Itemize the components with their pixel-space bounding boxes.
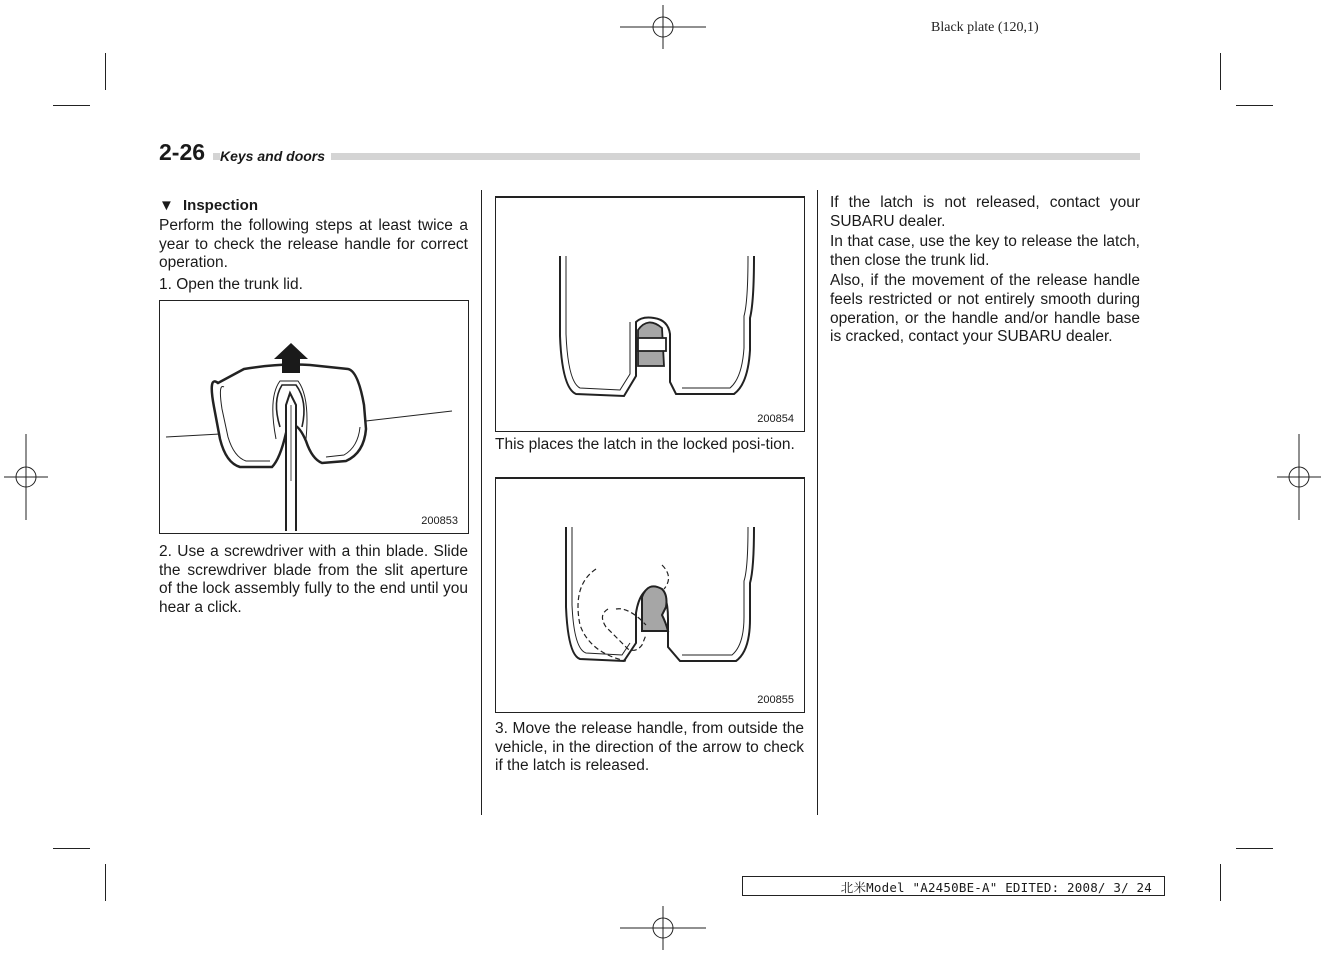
heading-text: Inspection <box>183 197 259 214</box>
figure-latch-released <box>495 477 805 713</box>
step-1: 1. Open the trunk lid. <box>159 275 303 293</box>
step-3: 3. Move the release handle, from outside the vehicle, in the direction of the arrow to check if the latch is released. <box>495 720 804 775</box>
latch-released-illustration <box>496 479 804 712</box>
inspection-heading <box>159 197 468 214</box>
figure-id-200855: 200855 <box>757 694 794 706</box>
intro-paragraph: Perform the following steps at least twice a year to check the release handle for correct operation. <box>159 217 468 272</box>
crosshair-top-icon <box>620 5 706 49</box>
footer-edit-box <box>742 876 1165 896</box>
crosshair-left-icon <box>4 434 48 520</box>
column-3 <box>830 194 1140 347</box>
triangle-down-icon: ▼ <box>159 197 174 214</box>
column-divider-2 <box>817 190 818 815</box>
footer-edit-text: 北米Model "A2450BE-A" EDITED: 2008/ 3/ 24 <box>840 880 1152 895</box>
step-2: 2. Use a screwdriver with a thin blade. Slide the screwdriver blade from the slit aperture of the lock assembly fully to the end until you hear a click. <box>159 543 468 616</box>
section-title: Keys and doors <box>220 148 331 164</box>
locked-caption: This places the latch in the locked posi-tion. <box>495 436 795 453</box>
plate-label: Black plate (120,1) <box>931 20 1039 35</box>
latch-locked-illustration <box>496 198 804 431</box>
column-divider-1 <box>481 190 482 815</box>
figure-id-200854: 200854 <box>757 413 794 425</box>
trunk-lock-illustration <box>160 301 468 533</box>
col3-paragraph-2: In that case, use the key to release the latch, then close the trunk lid. <box>830 233 1140 269</box>
figure-trunk-lid <box>159 300 469 534</box>
col3-paragraph-1: If the latch is not released, contact your SUBARU dealer. <box>830 194 1140 230</box>
col3-paragraph-3: Also, if the movement of the release handle feels restricted or not entirely smooth during operation, or the handle and/or handle base is cracked, contact your SUBARU dealer. <box>830 272 1140 346</box>
figure-id-200853: 200853 <box>421 515 458 527</box>
column-1 <box>159 197 468 294</box>
crosshair-right-icon <box>1277 434 1321 520</box>
figure-latch-locked <box>495 196 805 432</box>
page-number: 2-26 <box>159 138 213 166</box>
crosshair-bottom-icon <box>620 906 706 950</box>
